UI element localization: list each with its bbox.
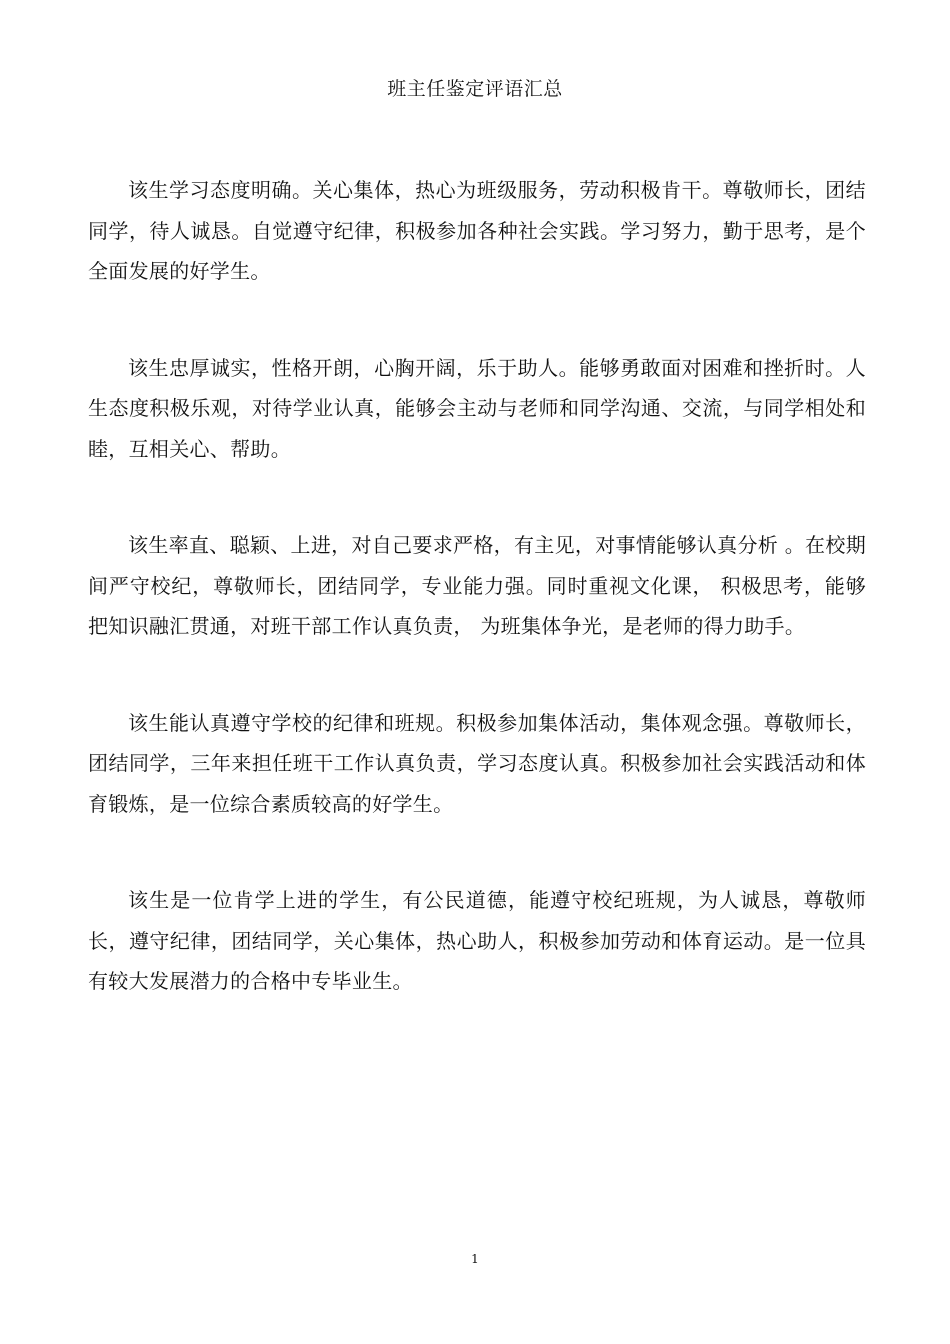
paragraph-3: 该生率直、聪颖、上进，对自己要求严格，有主见，对事情能够认真分析 。在校期间严守校纪，尊敬师长，团结同学，专业能力强。同时重视文化课， 积极思考，能够把知识融汇贯通，对班干部工作认真负责， 为班集体争光，是老师的得力助手。	[88, 533, 866, 638]
paragraph-2: 该生忠厚诚实，性格开朗，心胸开阔，乐于助人。能够勇敢面对困难和挫折时。人生态度积极乐观，对待学业认真，能够会主动与老师和同学沟通、交流，与同学相处和睦，互相关心、帮助。	[88, 355, 866, 461]
page-number: 1	[471, 1252, 479, 1266]
paragraph-5: 该生是一位肯学上进的学生，有公民道德，能遵守校纪班规，为人诚恳，尊敬师长，遵守纪律，团结同学，关心集体，热心助人，积极参加劳动和体育运动。是一位具有较大发展潜力的合格中专毕业生。	[88, 888, 866, 993]
document-body	[88, 170, 866, 1058]
page-title: 班主任鉴定评语汇总	[387, 78, 563, 100]
paragraph-1: 该生学习态度明确。关心集体，热心为班级服务，劳动积极肯干。尊敬师长，团结同学，待人诚恳。自觉遵守纪律，积极参加各种社会实践。学习努力，勤于思考，是个全面发展的好学生。	[88, 178, 866, 283]
paragraph-4: 该生能认真遵守学校的纪律和班规。积极参加集体活动，集体观念强。尊敬师长，团结同学，三年来担任班干工作认真负责，学习态度认真。积极参加社会实践活动和体育锻炼，是一位综合素质较高的好学生。	[88, 710, 866, 816]
